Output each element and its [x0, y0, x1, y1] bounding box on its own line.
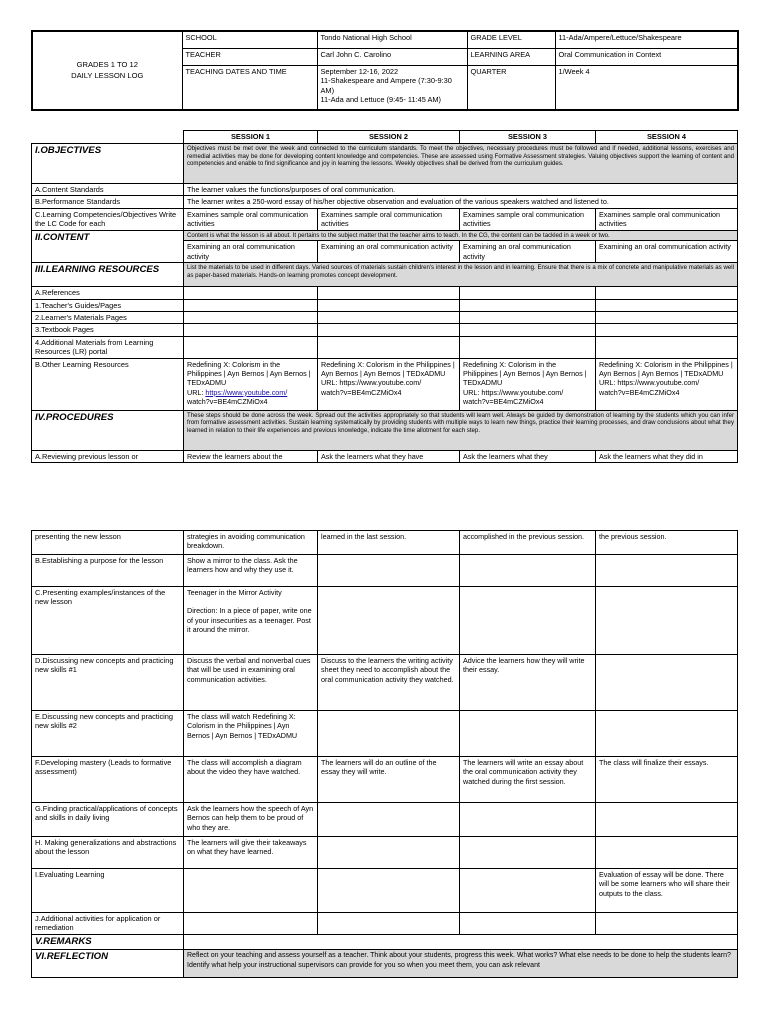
competency-session-3: Examines sample oral communication activities [460, 208, 596, 230]
area-label: LEARNING AREA [467, 49, 555, 66]
application-session-1: Ask the learners how the speech of Ayn Bernos can help them to be proud of who they are. [184, 803, 318, 837]
dates-line-1: September 12-16, 2022 [320, 67, 399, 76]
content-heading: II.CONTENT [32, 230, 184, 263]
title-line-1: GRADES 1 TO 12 [76, 60, 138, 70]
activity-title: Teenager in the Mirror Activity [187, 588, 282, 597]
mastery-session-2: The learners will do an outline of the essay they will write. [318, 757, 460, 803]
activity-direction: Direction: In a piece of paper, write one of your insecurities as a teenager. Post it around the mirror. [187, 606, 312, 635]
textbook-label: 3.Textbook Pages [32, 324, 184, 336]
content-standards-label: A.Content Standards [32, 184, 184, 196]
discussing-1-session-1: Discuss the verbal and nonverbal cues that will be used in examining oral communication activities. [184, 655, 318, 711]
generalization-session-1: The learners will give their takeaways on what they have learned. [184, 837, 318, 869]
performance-standards-value: The learner writes a 250-word essay of his/her objective observation and evaluation of the various speakers watched and listened to. [184, 196, 738, 208]
discussing-1-session-2: Discuss to the learners the writing activity sheet they need to accomplish about the oral communication activity they watched. [318, 655, 460, 711]
generalization-session-4 [596, 837, 738, 869]
area-value: Oral Communication in Context [555, 49, 738, 66]
discussing-2-session-2 [318, 711, 460, 757]
discussing-1-session-4 [596, 655, 738, 711]
generalization-label: H. Making generalizations and abstractions about the lesson [32, 837, 184, 869]
reviewing-label-part-2: presenting the new lesson [32, 531, 184, 555]
log-title [32, 31, 182, 110]
generalization-session-3 [460, 837, 596, 869]
performance-standards-label: B.Performance Standards [32, 196, 184, 208]
content-session-1: Examining an oral communication activity [184, 241, 318, 263]
competencies-label: C.Learning Competencies/Objectives Write the LC Code for each [32, 208, 184, 230]
reviewing-session-1-part-1: Review the learners about the [184, 450, 318, 462]
mastery-session-3: The learners will write an essay about the oral communication activity they watched during the first session. [460, 757, 596, 803]
other-resources-session-3: Redefining X: Colorism in the Philippines | Ayn Bernos | Ayn Bernos | TEDxADMU URL: https://www.youtube.com/ watch?v=BE4mCZMiOx4 [460, 358, 596, 410]
session-2-header: SESSION 2 [318, 131, 460, 144]
evaluation-session-1 [184, 869, 318, 913]
resources-heading: III.LEARNING RESOURCES [32, 263, 184, 287]
reviewing-session-1-part-2: strategies in avoiding communication breakdown. [184, 531, 318, 555]
teacher-value: Carl John C. Carolino [317, 49, 467, 66]
dates-value [317, 66, 467, 110]
reflection-note: Reflect on your teaching and assess yourself as a teacher. Think about your students, progress this week. What works? What else needs to be done to help the students learn? Identify what help your instructional supervisors can provide for you so when you meet them, you can ask relevant [184, 949, 738, 977]
application-session-2 [318, 803, 460, 837]
application-label: G.Finding practical/applications of concepts and skills in daily living [32, 803, 184, 837]
quarter-label: QUARTER [467, 66, 555, 110]
title-line-2: DAILY LESSON LOG [71, 71, 144, 81]
purpose-session-1: Show a mirror to the class. Ask the learners how and why they use it. [184, 555, 318, 587]
other-resources-session-1: Redefining X: Colorism in the Philippines | Ayn Bernos | Ayn Bernos | TEDxADMU URL: https://www.youtube.com/ watch?v=BE4mCZMiOx4 [184, 358, 318, 410]
dates-label: TEACHING DATES AND TIME [182, 66, 317, 110]
discussing-2-session-4 [596, 711, 738, 757]
competency-session-1: Examines sample oral communication activities [184, 208, 318, 230]
content-session-4: Examining an oral communication activity [596, 241, 738, 263]
reviewing-session-2-part-2: learned in the last session. [318, 531, 460, 555]
mastery-session-1: The class will accomplish a diagram about the video they have watched. [184, 757, 318, 803]
application-session-3 [460, 803, 596, 837]
content-session-3: Examining an oral communication activity [460, 241, 596, 263]
purpose-session-2 [318, 555, 460, 587]
session-1-header: SESSION 1 [184, 131, 318, 144]
school-label: SCHOOL [182, 31, 317, 49]
purpose-session-4 [596, 555, 738, 587]
grade-label: GRADE LEVEL [467, 31, 555, 49]
procedures-heading: IV.PROCEDURES [32, 410, 184, 450]
competency-session-2: Examines sample oral communication activities [318, 208, 460, 230]
lesson-table-page-2 [31, 530, 738, 978]
resources-note: List the materials to be used in different days. Varied sources of materials sustain children's interest in the lesson and in learning. Ensure that there is a mix of concrete and manipulative materials as well as paper-based materials. Hands-on learning promotes concept development. [184, 263, 738, 287]
competency-session-4: Examines sample oral communication activities [596, 208, 738, 230]
reviewing-session-3-part-2: accomplished in the previous session. [460, 531, 596, 555]
quarter-value: 1/Week 4 [555, 66, 738, 110]
grade-value: 11-Ada/Ampere/Lettuce/Shakespeare [555, 31, 738, 49]
discussing-1-label: D.Discussing new concepts and practicing new skills #1 [32, 655, 184, 711]
additional-materials-label: 4.Additional Materials from Learning Resources (LR) portal [32, 336, 184, 358]
mastery-label: F.Developing mastery (Leads to formative assessment) [32, 757, 184, 803]
additional-activities-label: J.Additional activities for application or remediation [32, 913, 184, 935]
reviewing-session-4-part-2: the previous session. [596, 531, 738, 555]
content-session-2: Examining an oral communication activity [318, 241, 460, 263]
mastery-session-4: The class will finalize their essays. [596, 757, 738, 803]
lesson-table-page-1 [31, 130, 738, 463]
remarks-value [184, 934, 738, 949]
evaluation-label: I.Evaluating Learning [32, 869, 184, 913]
reviewing-label-part-1: A.Reviewing previous lesson or [32, 450, 184, 462]
objectives-note: Objectives must be met over the week and connected to the curriculum standards. To meet the objectives, necessary procedures must be followed and if needed, additional lessons, exercises and remedial activities may be done for developing content knowledge and competencies. These are assessed using Formative Assessment strategies. Valuing objectives support the learning of content and competencies and enable to find significance and joy in learning the lessons. Weekly objectives shall be derived from the curriculum guides. [184, 144, 738, 184]
procedures-note: These steps should be done across the week. Spread out the activities appropriately so that students will learn well. Always be guided by demonstration of learning by the students which you can infer from formative assessment activities. Sustain learning systematically by providing students with multiple ways to learn new things, practice their learning processes, and draw conclusions about what they learned in relation to their life experiences and previous knowledge, indicate the time allotment for each step. [184, 410, 738, 450]
learners-materials-label: 2.Learner's Materials Pages [32, 311, 184, 323]
references-label: A.References [32, 287, 184, 299]
generalization-session-2 [318, 837, 460, 869]
school-value: Tondo National High School [317, 31, 467, 49]
objectives-heading: I.OBJECTIVES [32, 144, 184, 184]
content-standards-value: The learner values the functions/purposes of oral communication. [184, 184, 738, 196]
other-resources-label: B.Other Learning Resources [32, 358, 184, 410]
application-session-4 [596, 803, 738, 837]
teacher-label: TEACHER [182, 49, 317, 66]
presenting-label: C.Presenting examples/instances of the new lesson [32, 587, 184, 655]
purpose-label: B.Establishing a purpose for the lesson [32, 555, 184, 587]
dates-line-3: 11-Ada and Lettuce (9:45- 11:45 AM) [320, 95, 442, 105]
other-resources-session-2: Redefining X: Colorism in the Philippines | Ayn Bernos | Ayn Bernos | TEDxADMU URL: https://www.youtube.com/ watch?v=BE4mCZMiOx4 [318, 358, 460, 410]
content-note: Content is what the lesson is all about. It pertains to the subject matter that the teacher aims to teach. In the CG, the content can be tackled in a week or two. [184, 230, 738, 241]
discussing-2-label: E.Discussing new concepts and practicing new skills #2 [32, 711, 184, 757]
discussing-2-session-3 [460, 711, 596, 757]
reviewing-session-3-part-1: Ask the learners what they [460, 450, 596, 462]
evaluation-session-4: Evaluation of essay will be done. There will be some learners who will share their outputs to the class. [596, 869, 738, 913]
purpose-session-3 [460, 555, 596, 587]
teachers-guide-label: 1.Teacher's Guides/Pages [32, 299, 184, 311]
dates-line-2: 11-Shakespeare and Ampere (7:30-9:30 AM) [320, 76, 452, 95]
discussing-1-session-3: Advice the learners how they will write their essay. [460, 655, 596, 711]
resource-link[interactable]: https://www.youtube.com/ [205, 387, 288, 397]
discussing-2-session-1: The class will watch Redefining X: Colorism in the Philippines | Ayn Bernos | Ayn Bernos | TEDxADMU [184, 711, 318, 757]
reviewing-session-4-part-1: Ask the learners what they did in [596, 450, 738, 462]
reviewing-session-2-part-1: Ask the learners what they have [318, 450, 460, 462]
other-resources-session-4: Redefining X: Colorism in the Philippines | Ayn Bernos | Ayn Bernos | TEDxADMU URL: https://www.youtube.com/ watch?v=BE4mCZMiOx4 [596, 358, 738, 410]
presenting-session-1 [184, 587, 318, 655]
session-4-header: SESSION 4 [596, 131, 738, 144]
reflection-heading: VI.REFLECTION [32, 949, 184, 977]
evaluation-session-2 [318, 869, 460, 913]
remarks-heading: V.REMARKS [32, 934, 184, 949]
evaluation-session-3 [460, 869, 596, 913]
session-3-header: SESSION 3 [460, 131, 596, 144]
resource-title: Redefining X: Colorism in the Philippines | Ayn Bernos | Ayn Bernos | TEDxADMU [187, 359, 311, 388]
header-table [31, 30, 739, 111]
